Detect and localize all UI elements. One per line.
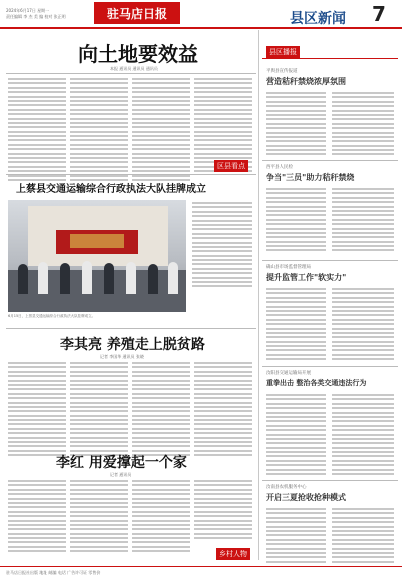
divider bbox=[262, 480, 398, 481]
article-4-col-2 bbox=[70, 480, 128, 555]
side-body-1b bbox=[332, 92, 394, 158]
section-title: 县区新闻 bbox=[290, 11, 346, 27]
footer-text: 驻马店日报社出版 地址 邮编 电话 广告许可证 零售价 bbox=[6, 570, 101, 575]
right-column-rule bbox=[262, 58, 398, 59]
side-body-2a bbox=[266, 188, 326, 254]
news-photo bbox=[8, 200, 186, 312]
article-3-col-2 bbox=[70, 362, 128, 459]
side-body-3b bbox=[332, 288, 394, 363]
masthead-logo: 驻马店日报 bbox=[94, 2, 180, 24]
side-body-4b bbox=[332, 394, 394, 477]
headline-2: 上蔡县交通运输综合行政执法大队挂牌成立 bbox=[16, 184, 206, 195]
side-title-3: 提升监管工作"软实力" bbox=[266, 272, 347, 282]
side-body-5b bbox=[332, 508, 394, 565]
right-column-tag: 县区播报 bbox=[266, 46, 300, 58]
masthead-rule bbox=[0, 27, 402, 29]
divider bbox=[6, 174, 256, 175]
headline-4: 李红 用爱撑起一个家 bbox=[56, 455, 187, 471]
divider bbox=[262, 366, 398, 367]
masthead-date: 2024年6月17日 星期一 bbox=[6, 8, 50, 13]
article-3-col-4 bbox=[194, 362, 252, 459]
footer-rule bbox=[0, 566, 402, 567]
photo-caption: 6月15日，上蔡县交通运输综合行政执法大队挂牌成立。 bbox=[8, 314, 96, 318]
side-body-4a bbox=[266, 394, 326, 477]
main-body-col-3 bbox=[132, 78, 190, 183]
people-tag: 乡村人物 bbox=[216, 548, 250, 560]
side-kicker-5: 汝南县农机服务中心 bbox=[266, 485, 307, 490]
column-tag: 区县看点 bbox=[214, 160, 248, 172]
side-body-3a bbox=[266, 288, 326, 363]
side-body-5a bbox=[266, 508, 326, 565]
side-title-5: 开启三夏抢收抢种模式 bbox=[266, 492, 346, 502]
headline-4-byline: 记者 通讯员 bbox=[110, 472, 132, 477]
article-4-col-4 bbox=[194, 480, 252, 541]
main-body-col-2 bbox=[70, 78, 128, 183]
article-4-col-3 bbox=[132, 480, 190, 555]
main-headline: 向土地要效益 bbox=[78, 42, 198, 66]
main-byline: 本报 通讯员 通讯员 通讯员 bbox=[110, 66, 158, 71]
side-body-1a bbox=[266, 92, 326, 158]
side-kicker-2: 西平县人民检 bbox=[266, 165, 293, 170]
side-kicker-3: 确山县市场监督管理局 bbox=[266, 265, 311, 270]
side-body-2b bbox=[332, 188, 394, 254]
main-body-col-1 bbox=[8, 78, 66, 183]
article-4-col-1 bbox=[8, 480, 66, 555]
masthead-meta: 责任编辑 李 杰 美 编 校对 张正明 bbox=[6, 14, 66, 19]
headline-3-byline: 记者 李国华 通讯员 张晓 bbox=[100, 354, 144, 359]
article-3-col-3 bbox=[132, 362, 190, 459]
photo-caption-lines bbox=[192, 202, 252, 290]
headline-3: 李其亮 养殖走上脱贫路 bbox=[60, 337, 205, 353]
divider bbox=[262, 160, 398, 161]
column-separator bbox=[258, 30, 259, 560]
side-title-1: 营造秸秆禁烧浓厚氛围 bbox=[266, 76, 346, 86]
page-number: 7 bbox=[372, 2, 386, 26]
side-title-2: 争当"三员"助力秸秆禁烧 bbox=[266, 172, 355, 182]
side-kicker-1: 平舆县宣传报道 bbox=[266, 69, 298, 74]
side-kicker-4: 汝阳县交通运输局开展 bbox=[266, 371, 311, 376]
divider bbox=[262, 260, 398, 261]
side-title-4: 重拳出击 整治各类交通违法行为 bbox=[266, 378, 367, 387]
divider bbox=[6, 73, 256, 74]
article-3-col-1 bbox=[8, 362, 66, 459]
divider bbox=[6, 328, 256, 329]
